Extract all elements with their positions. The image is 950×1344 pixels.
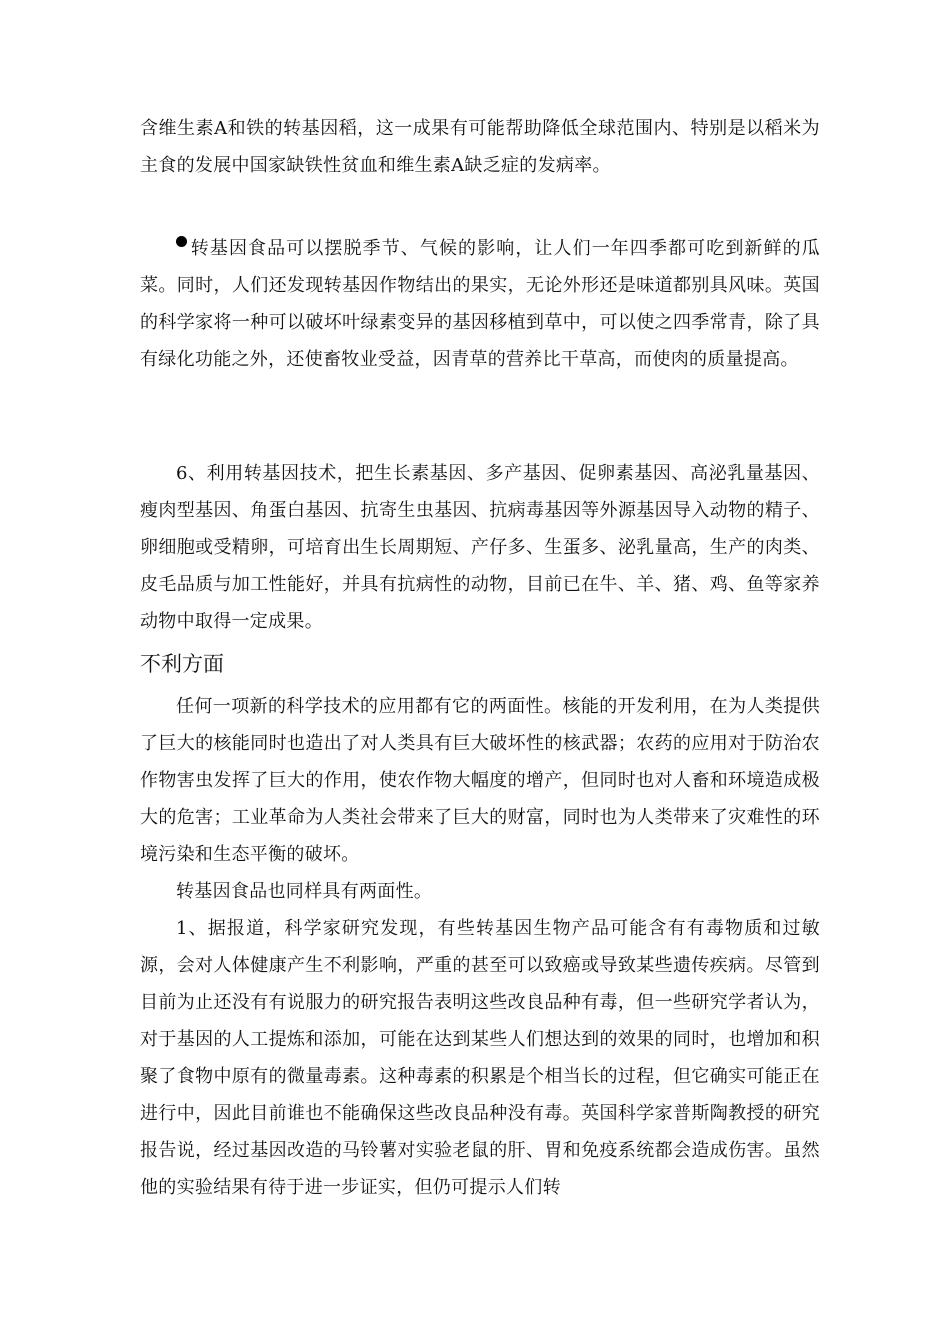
paragraph-transgenic-animals: 6、利用转基因技术，把生长素基因、多产基因、促卵素基因、高泌乳量基因、瘦肉型基因、角蛋白基因、抗寄生虫基因、抗病毒基因等外源基因导入动物的精子、卵细胞或受精卵，可培育出生长周期短、产仔多、生蛋多、泌乳量高，生产的肉类、皮毛品质与加工性能好，并具有抗病性的动物，目前已在牛、羊、猪、鸡、鱼等家养动物中取得一定成果。 xyxy=(140,463,820,632)
paragraph-two-sided-technology: 任何一项新的科学技术的应用都有它的两面性。核能的开发利用，在为人类提供了巨大的核能同时也造出了对人类具有巨大破坏性的核武器；农药的应用对于防治农作物害虫发挥了巨大的作用，使农作物大幅度的增产，但同时也对人畜和环境造成极大的危害；工业革命为人类社会带来了巨大的财富，同时也为人类带来了灾难性的环境污染和生态平衡的破坏。 xyxy=(140,696,820,865)
paragraph-seasonal-vegetables-text: 转基因食品可以摆脱季节、气候的影响，让人们一年四季都可吃到新鲜的瓜菜。同时，人们还发现转基因作物结出的果实，无论外形还是味道都别具风味。英国的科学家将一种可以破坏叶绿素变异的基因移植到草中，可以使之四季常青，除了具有绿化功能之外，还使畜牧业受益，因青草的营养比干草高，而使肉的质量提高。 xyxy=(140,238,820,370)
bullet-icon xyxy=(176,236,187,247)
paragraph-gm-food-two-sided: 转基因食品也同样具有两面性。 xyxy=(176,881,433,902)
paragraph-seasonal-vegetables xyxy=(140,230,820,378)
paragraph-toxicity-report: 1、据报道，科学家研究发现，有些转基因生物产品可能含有有毒物质和过敏源，会对人体健康产生不利影响，严重的甚至可以致癌或导致某些遗传疾病。尽管到目前为止还没有有说服力的研究报告表明这些改良品种有毒，但一些研究学者认为，对于基因的人工提炼和添加，可能在达到某些人们想达到的效果的同时，也增加和积聚了食物中原有的微量毒素。这种毒素的积累是个相当长的过程，但它确实可能正在进行中，因此目前谁也不能确保这些改良品种没有毒。英国科学家普斯陶教授的研究报告说，经过基因改造的马铃薯对实验老鼠的肝、胃和免疫系统都会造成伤害。虽然他的实验结果有待于进一步证实，但仍可提示人们转 xyxy=(140,918,820,1198)
section-heading: 不利方面 xyxy=(140,652,224,676)
paragraph-rice-nutrition: 含维生素A和铁的转基因稻，这一成果有可能帮助降低全球范围内、特别是以稻米为主食的发展中国家缺铁性贫血和维生素A缺乏症的发病率。 xyxy=(140,118,820,176)
